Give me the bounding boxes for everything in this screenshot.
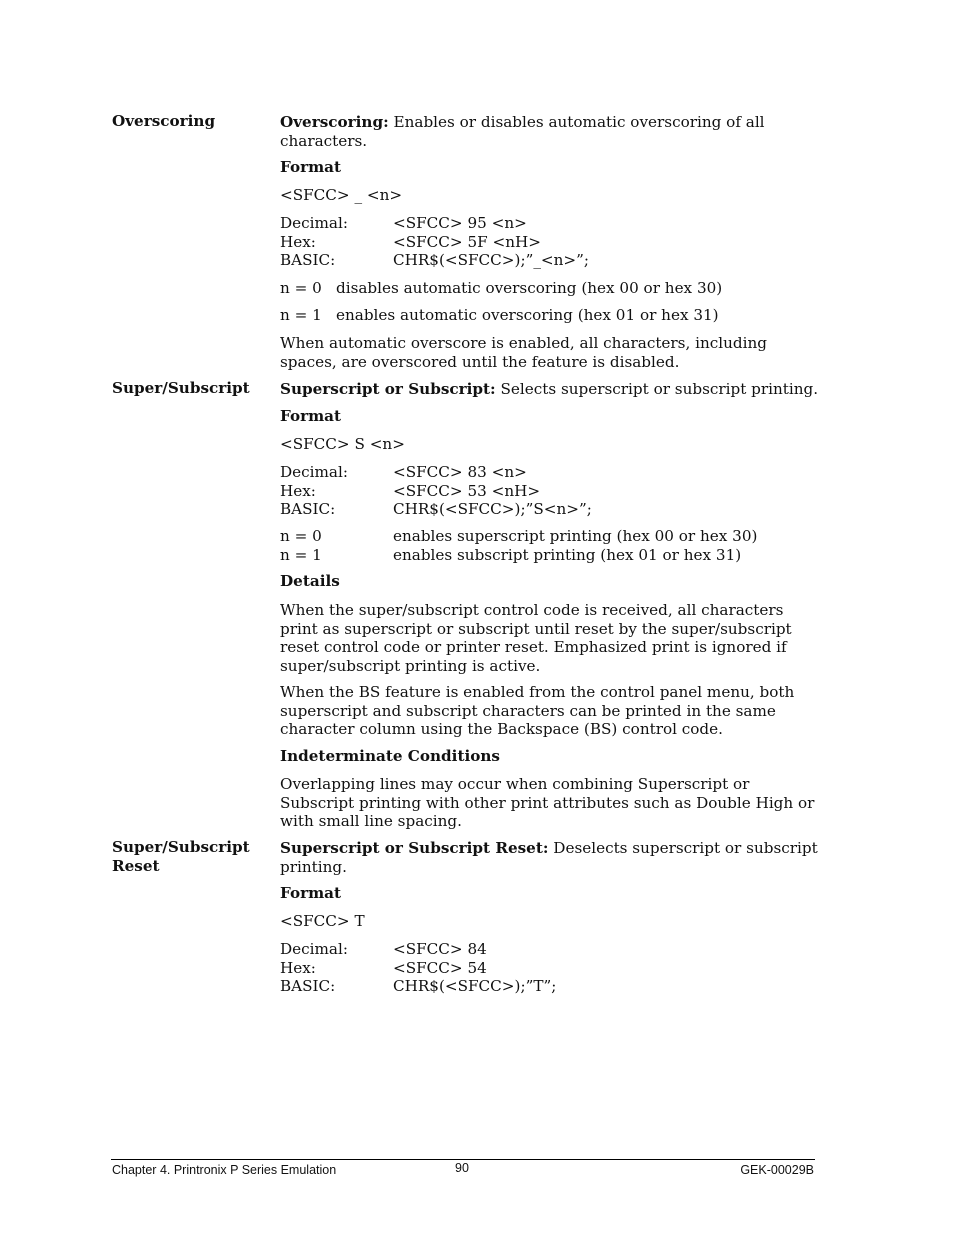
code-row-decimal [280, 463, 527, 482]
side-heading-super-subscript: Super/Subscript [112, 379, 250, 397]
overscoring-intro: Enables or disables automatic overscoring of all characters. [280, 113, 765, 150]
n-description: enables automatic overscoring (hex 01 or hex 31) [336, 306, 719, 324]
code-label: Decimal: [280, 463, 348, 481]
details-paragraph-1: When the super/subscript control code is received, all characters print as superscript or subscript until reset by the super/subscript reset control code or printer reset. Emphasized print is ignored if super/subscript printing is active. [280, 601, 792, 675]
n-value-row [280, 546, 741, 565]
code-row-basic [280, 251, 589, 270]
code-value: <SFCC> 83 <n> [393, 463, 527, 481]
n-description: enables subscript printing (hex 01 or hex 31) [393, 546, 742, 564]
reset-description [280, 839, 820, 876]
side-heading-line: Super/Subscript [112, 838, 250, 856]
code-label: Decimal: [280, 214, 348, 232]
code-label: BASIC: [280, 500, 336, 518]
n-label: n = 0 [280, 527, 322, 545]
footer-rule [111, 1159, 815, 1160]
reset-title: Superscript or Subscript Reset: [280, 839, 549, 857]
code-row-hex [280, 233, 541, 252]
n-label: n = 0 [280, 279, 322, 297]
code-label: BASIC: [280, 977, 336, 995]
code-row-decimal [280, 214, 527, 233]
super-subscript-description [280, 380, 820, 399]
indeterminate-heading: Indeterminate Conditions [280, 747, 500, 765]
code-value: <SFCC> 54 [393, 958, 487, 977]
n-value-row [280, 279, 722, 298]
code-row-hex [280, 482, 540, 501]
footer-doc-id: GEK-00029B [740, 1163, 814, 1177]
super-subscript-title: Superscript or Subscript: [280, 380, 496, 398]
super-subscript-intro: Selects superscript or subscript printing. [495, 380, 819, 398]
side-heading-overscoring: Overscoring [112, 112, 216, 130]
overscoring-note: When automatic overscore is enabled, all characters, including spaces, are overscored until the feature is disabled. [280, 334, 767, 371]
code-label: Hex: [280, 232, 316, 251]
n-description: disables automatic overscoring (hex 00 or hex 30) [336, 279, 723, 297]
overscoring-format-line: <SFCC> _ <n> [280, 186, 403, 204]
code-value: <SFCC> 84 [393, 940, 487, 958]
details-heading: Details [280, 572, 340, 590]
n-description: enables superscript printing (hex 00 or hex 30) [393, 527, 758, 545]
reset-format-line: <SFCC> T [280, 912, 365, 930]
code-label: Hex: [280, 958, 316, 977]
code-label: Decimal: [280, 940, 348, 958]
code-value: CHR$(<SFCC>);”T”; [393, 977, 557, 995]
reset-format-heading: Format [280, 884, 342, 902]
code-value: <SFCC> 53 <nH> [393, 481, 541, 500]
reset-intro: Deselects superscript or subscript printing. [280, 839, 818, 876]
overscoring-title: Overscoring: [280, 113, 389, 131]
super-subscript-format-line: <SFCC> S <n> [280, 435, 405, 453]
overscoring-format-heading: Format [280, 158, 342, 176]
code-row-decimal [280, 940, 487, 959]
code-row-hex [280, 959, 487, 978]
n-label: n = 1 [280, 546, 322, 564]
n-value-row [280, 306, 719, 325]
indeterminate-paragraph: Overlapping lines may occur when combining Superscript or Subscript printing with other print attributes such as Double High or with small line spacing. [280, 775, 815, 830]
side-heading-line: Reset [112, 857, 160, 875]
n-value-row [280, 527, 757, 546]
code-row-basic [280, 977, 556, 996]
code-row-basic [280, 500, 592, 519]
n-label: n = 1 [280, 306, 322, 324]
side-heading-super-subscript-reset [112, 838, 272, 876]
code-value: <SFCC> 95 <n> [393, 214, 527, 232]
code-value: CHR$(<SFCC>);”_<n>”; [393, 251, 590, 269]
super-subscript-format-heading: Format [280, 407, 342, 425]
code-value: <SFCC> 5F <nH> [393, 232, 541, 251]
code-label: BASIC: [280, 251, 336, 269]
details-paragraph-2: When the BS feature is enabled from the control panel menu, both superscript and subscript characters can be printed in the same character column using the Backspace (BS) control code. [280, 683, 795, 738]
footer-page-number: 90 [455, 1161, 469, 1175]
footer-chapter: Chapter 4. Printronix P Series Emulation [112, 1163, 337, 1177]
overscoring-description [280, 113, 820, 150]
code-label: Hex: [280, 481, 316, 500]
code-value: CHR$(<SFCC>);”S<n>”; [393, 500, 592, 518]
